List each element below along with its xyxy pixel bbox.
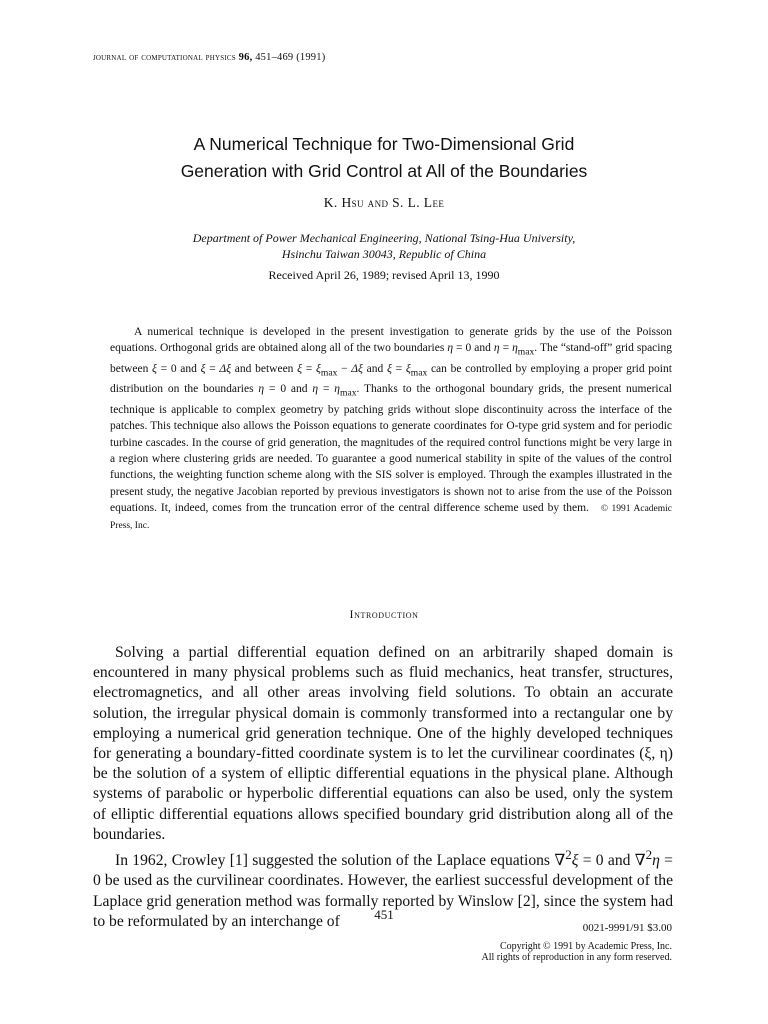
footer-rights: All rights of reproduction in any form reserved. — [481, 952, 672, 963]
footer-copyright: Copyright © 1991 by Academic Press, Inc. — [499, 940, 672, 952]
title-line-2: Generation with Grid Control at All of the Boundaries — [180, 161, 588, 181]
article-code: 0021-9991/91 $3.00 — [582, 922, 672, 934]
paragraph-2-part-b: be used as the curvilinear coordinates. However, the earliest successful development of the Laplace grid generation method was formally reported by Winslow [2], since the system had to be reformulated by an interchange of — [93, 872, 673, 930]
affiliation-line-2: Hsinchu Taiwan 30043, Republic of China — [281, 247, 487, 261]
affiliation-line-1: Department of Power Mechanical Engineering, National Tsing-Hua University, — [192, 231, 576, 245]
journal-header — [93, 52, 325, 63]
paper-title — [80, 131, 688, 185]
abstract: A numerical technique is developed in the present investigation to generate grids by the use of the Poisson equations. Orthogonal grids are obtained along all of the two boundaries η = 0 and $\eta = \eta_{max}$. The “stand-off” grid spacing between ξ = 0 and ξ = Δξ and between $\xi = \xi_{max} - \Delta\xi$ and $\xi = \xi_{max}$ can be controlled by employing a proper grid point distribution on the boundaries η = 0 and $\eta = \eta_{max}$. Thanks to the orthogonal boundary grids, the present numerical technique is applicable to complex geometry by patching grids without slope discontinuity across the interface of the patches. This technique also allows the Poisson equations to generate coordinates for O-type grid system and for periodic turbine cascades. In the course of grid generation, the magnitudes of the required control functions might be very large in a region where clustering grids are needed. To guarantee a good numerical stability in spite of the values of the control functions, the weighting function scheme along with the SIS solver is employed. Through the examples illustrated in the present study, the negative Jacobian reported by previous investigators is shown not to arise from the use of the Poisson equations. It, indeed, comes from the truncation error of the central difference scheme used by them. © 1991 Academic Press, Inc. — [110, 326, 673, 532]
footer-block — [481, 923, 672, 964]
journal-volume: 96, — [238, 52, 253, 63]
paragraph-2: In 1962, Crowley [1] suggested the solution of the Laplace equations ∇$^2$ξ = 0 and ∇$^2$η = 0 be used as the curvilinear coordinates. However, the earliest successful development of the Laplace grid generation method was formally reported by Winslow [2], since the system had to be reformulated by an interchange of — [93, 847, 673, 930]
paragraph-2-part-a: In 1962, Crowley [1] suggested the solution of the Laplace equations — [115, 852, 555, 870]
received-dates: Received April 26, 1989; revised April 13, 1990 — [268, 268, 500, 282]
abstract-part-1: A numerical technique is developed in the present investigation to generate grids by the use of the Poisson equations. Orthogonal grids are obtained along all of the two boundaries — [110, 326, 672, 355]
journal-name: journal of computational physics — [93, 52, 236, 63]
paragraph-1: Solving a partial differential equation defined on an arbitrarily shaped domain is encountered in many physical problems such as fluid mechanics, heat transfer, structures, electromagnetics, and all other areas involving field solutions. To obtain an accurate solution, the irregular physical domain is commonly transformed into a rectangular one by employing a numerical grid generation technique. One of the highly developed techniques for generating a boundary-fitted coordinate system is to let the curvilinear coordinates (ξ, η) be the solution of a system of elliptic differential equations in the physical plane. Although systems of parabolic or hyperbolic differential equations can also be used, only the system of elliptic differential equations allows specified boundary grid distribution along all of the boundaries. — [93, 644, 673, 843]
section-heading-introduction: Introduction — [349, 607, 419, 621]
page-number: 451 — [374, 907, 394, 922]
body-text — [93, 643, 673, 932]
authors: K. Hsu and S. L. Lee — [323, 195, 445, 210]
abstract-part-2: The “stand-off” grid spacing between — [110, 342, 672, 375]
journal-pages-year: 451–469 (1991) — [255, 52, 326, 63]
abstract-copyright: © 1991 Academic Press, Inc. — [110, 503, 673, 532]
title-line-1: A Numerical Technique for Two-Dimensional Grid — [193, 134, 575, 154]
abstract-part-3: can be controlled by employing a proper grid point distribution on the boundaries — [110, 362, 672, 396]
affiliation — [120, 230, 648, 262]
abstract-part-4: Thanks to the orthogonal boundary grids, the present numerical technique is applicable to complex geometry by patching grids without slope discontinuity across the interface of the patches. This technique also allows the Poisson equations to generate coordinates for O-type grid system and for periodic turbine cascades. In the course of grid generation, the magnitudes of the required control functions might be very large in a region where clustering grids are needed. To guarantee a good numerical stability in spite of the values of the control functions, the weighting function scheme along with the SIS solver is employed. Through the examples illustrated in the present study, the negative Jacobian reported by previous investigators is shown not to arise from the use of the Poisson equations. It, indeed, comes from the truncation error of the central difference scheme used by them. — [110, 383, 672, 514]
